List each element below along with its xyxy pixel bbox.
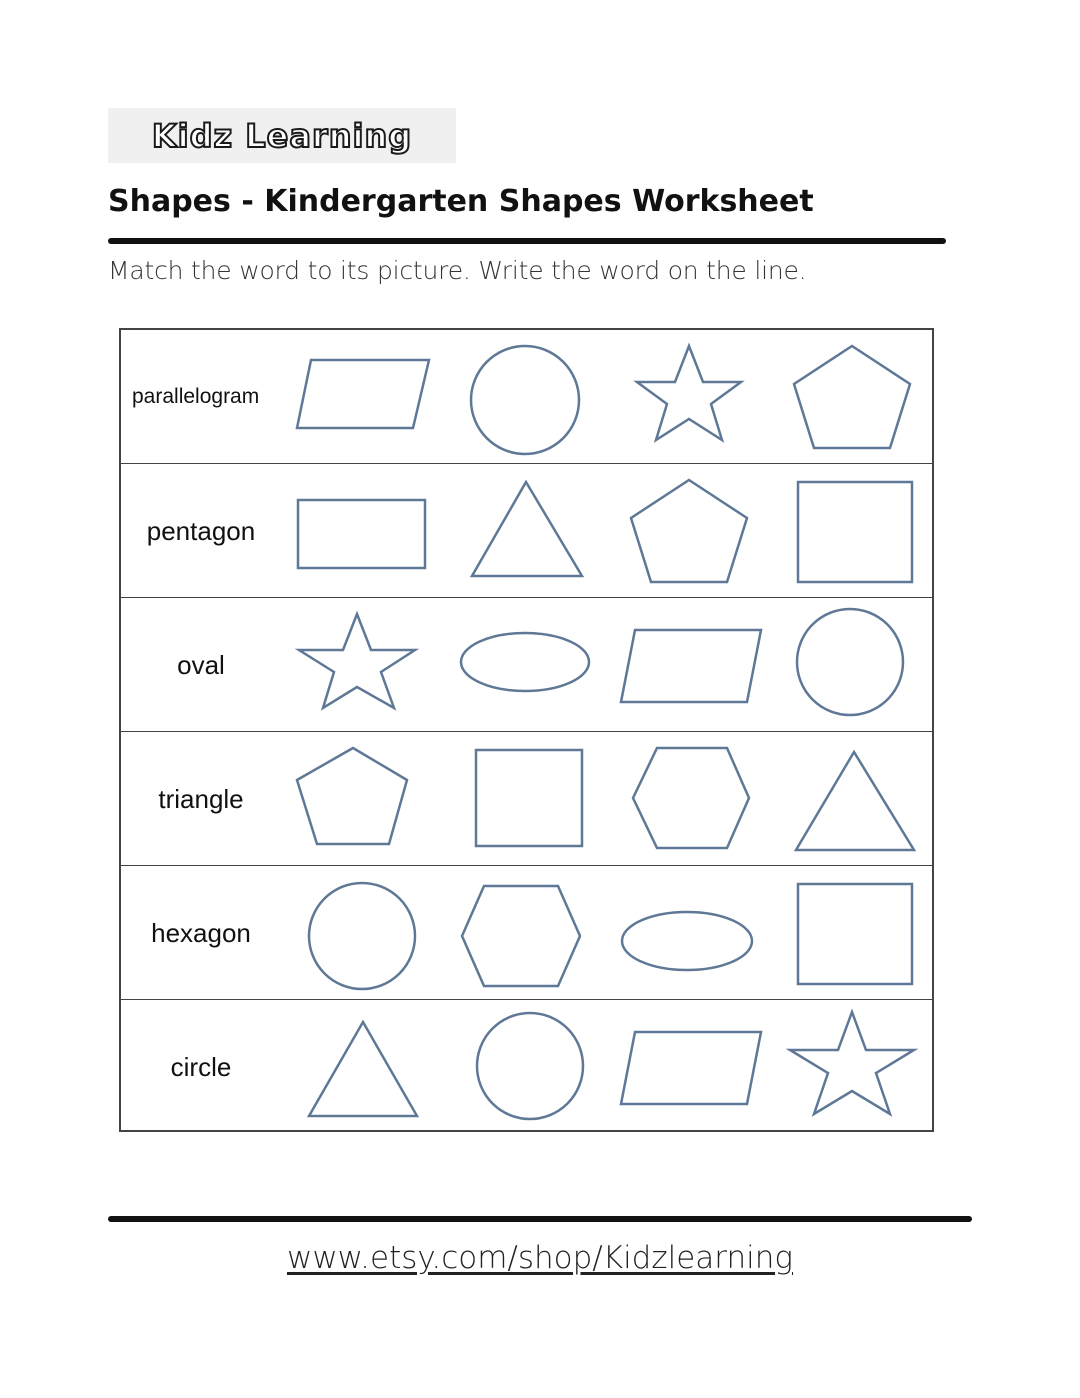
triangle-icon — [281, 1000, 444, 1134]
parallelogram-icon — [607, 1000, 770, 1134]
table-row — [121, 330, 932, 464]
pentagon-icon — [770, 330, 933, 464]
hexagon-icon — [444, 866, 607, 1000]
shape-word: circle — [170, 1051, 232, 1082]
hexagon-icon — [607, 732, 770, 866]
title-divider — [108, 238, 946, 244]
table-row — [121, 464, 932, 598]
oval-icon — [444, 598, 607, 732]
pentagon-icon — [607, 464, 770, 598]
shape-word: pentagon — [146, 515, 256, 546]
shape-matching-grid — [119, 328, 934, 1132]
square-icon — [444, 732, 607, 866]
table-row — [121, 1000, 932, 1134]
star-icon — [770, 1000, 933, 1134]
shape-word: oval — [177, 649, 225, 680]
shop-link[interactable]: www.etsy.com/shop/Kidzlearning — [286, 1240, 794, 1276]
shape-word: parallelogram — [132, 385, 260, 408]
triangle-icon — [770, 732, 933, 866]
shape-word: hexagon — [151, 917, 251, 948]
table-row — [121, 732, 932, 866]
parallelogram-icon — [607, 598, 770, 732]
parallelogram-icon — [281, 330, 444, 464]
star-icon — [281, 598, 444, 732]
square-icon — [770, 866, 933, 1000]
rectangle-icon — [281, 464, 444, 598]
star-icon — [607, 330, 770, 464]
brand-name: Kidz Learning — [151, 116, 413, 155]
footer-divider — [108, 1216, 972, 1222]
instructions: Match the word to its picture. Write the word on the line. — [108, 256, 807, 285]
table-row — [121, 866, 932, 1000]
triangle-icon — [444, 464, 607, 598]
shape-word: triangle — [158, 783, 244, 814]
circle-icon — [444, 330, 607, 464]
page-title: Shapes - Kindergarten Shapes Worksheet — [108, 184, 814, 219]
circle-icon — [770, 598, 933, 732]
table-row — [121, 598, 932, 732]
circle-icon — [444, 1000, 607, 1134]
pentagon-icon — [281, 732, 444, 866]
brand-logo — [108, 108, 456, 163]
circle-icon — [281, 866, 444, 1000]
oval-icon — [607, 866, 770, 1000]
square-icon — [770, 464, 933, 598]
